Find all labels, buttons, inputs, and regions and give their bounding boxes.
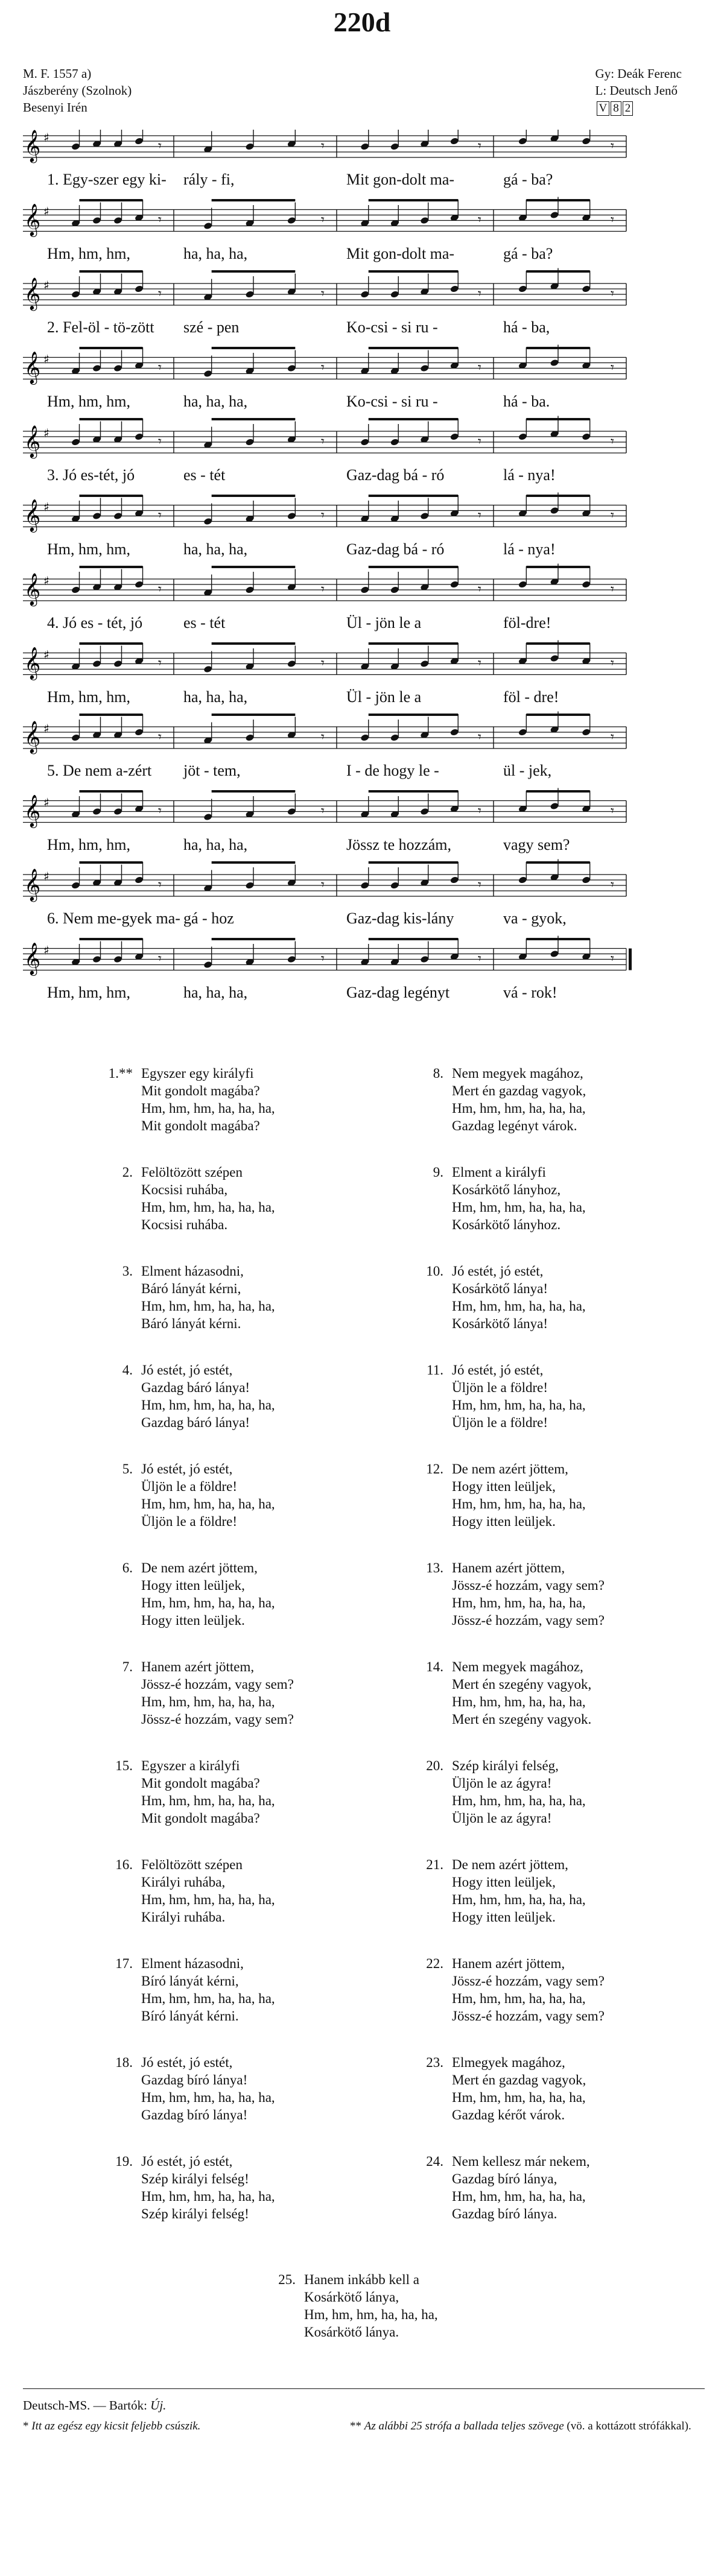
eighth-rest: 𝄾 [478, 360, 481, 376]
stanza-25 [253, 2271, 531, 2361]
eighth-rest: 𝄾 [611, 878, 614, 893]
stanza-line: Egyszer egy királyfi [141, 1066, 254, 1081]
eighth-rest: 𝄾 [321, 582, 325, 597]
stanza-line: Hm, hm, hm, ha, ha, ha, [141, 1595, 275, 1610]
stanza-line: Mert én gazdag vagyok, [452, 2072, 586, 2087]
eighth-rest: 𝄾 [478, 434, 481, 449]
stanza-number: 14. [426, 1659, 443, 1674]
stanza-line: Gazdag bíró lánya! [141, 2072, 248, 2087]
lyric-segment: Gaz-dag bá - ró [346, 466, 445, 484]
stanza-line: Hm, hm, hm, ha, ha, ha, [452, 2189, 586, 2204]
stanza-line: Hm, hm, hm, ha, ha, ha, [141, 1694, 275, 1709]
stanza-line: Nem kellesz már nekem, [452, 2154, 590, 2169]
stanza-line: Mert én gazdag vagyok, [452, 1083, 586, 1098]
stanza-number: 25. [278, 2272, 296, 2287]
eighth-rest: 𝄾 [478, 951, 481, 967]
stanza-column-right [401, 1065, 703, 2241]
stanza-number: 5. [122, 1461, 133, 1476]
stanza-line: Hm, hm, hm, ha, ha, ha, [452, 2090, 586, 2105]
lyric-segment: Ül - jön le a [346, 688, 422, 706]
key-sharp: ♯ [43, 943, 49, 958]
treble-clef: 𝄞 [24, 646, 41, 679]
lyric-segment: Hm, hm, hm, [47, 688, 130, 706]
stanza-line: Hanem azért jöttem, [141, 1659, 255, 1674]
lyric-segment: ha, ha, ha, [183, 835, 248, 853]
lyric-segment: 2. Fel-öl - tö-zött [47, 318, 154, 336]
eighth-rest: 𝄾 [158, 139, 162, 154]
treble-clef: 𝄞 [24, 941, 41, 975]
stanza-line: Királyi ruhába. [141, 1910, 226, 1925]
stanza-line: Üljön le a földre! [141, 1479, 238, 1494]
stanza-number: 2. [122, 1165, 133, 1180]
stanza-line: Üljön le a földre! [452, 1415, 548, 1430]
stanza-line: Jó estét, jó estét, [141, 2055, 233, 2070]
stanza-line: Kocsisi ruhába, [141, 1182, 228, 1197]
stanza-number: 11. [427, 1362, 443, 1378]
stanza-line: Mit gondolt magába? [141, 1118, 260, 1133]
eighth-rest: 𝄾 [158, 508, 162, 524]
eighth-rest: 𝄾 [611, 212, 614, 228]
footnote-mark: ** [350, 2420, 361, 2432]
code-box: 8 [611, 101, 621, 116]
code-box: 2 [623, 101, 634, 116]
stanza-number: 20. [426, 1758, 443, 1773]
footnote-1 [23, 2419, 313, 2434]
treble-clef: 𝄞 [24, 498, 41, 531]
footer-divider [23, 2388, 705, 2389]
stanza-number: 7. [122, 1659, 133, 1674]
eighth-rest: 𝄾 [321, 803, 325, 819]
lyric-segment: há - ba. [503, 392, 550, 410]
eighth-rest: 𝄾 [611, 434, 614, 449]
eighth-rest: 𝄾 [478, 656, 481, 671]
stanza-line: Szép királyi felség, [452, 1758, 559, 1773]
stanza-line: Jössz-é hozzám, vagy sem? [452, 2008, 605, 2024]
lyric-segment: es - tét [183, 466, 226, 484]
stanza-line: Elment a királyfi [452, 1165, 546, 1180]
stanza-number: 3. [122, 1264, 133, 1279]
stanza-line: Hm, hm, hm, ha, ha, ha, [452, 1101, 586, 1116]
stanza-number: 6. [122, 1560, 133, 1575]
eighth-rest: 𝄾 [611, 508, 614, 524]
eighth-rest: 𝄾 [478, 139, 481, 154]
eighth-rest: 𝄾 [611, 139, 614, 154]
treble-clef: 𝄞 [24, 794, 41, 827]
lyric-segment: Hm, hm, hm, [47, 540, 130, 558]
stanza-line: Jössz-é hozzám, vagy sem? [141, 1677, 294, 1692]
stanza-line: Jó estét, jó estét, [141, 1461, 233, 1476]
eighth-rest: 𝄾 [158, 803, 162, 819]
lyric-segment: Hm, hm, hm, [47, 244, 130, 262]
treble-clef: 𝄞 [24, 203, 41, 236]
eighth-rest: 𝄾 [478, 878, 481, 893]
lyric-segment: há - ba, [503, 318, 550, 336]
treble-clef: 𝄞 [24, 425, 41, 457]
eighth-rest: 𝄾 [611, 360, 614, 376]
stanza-line: Gazdag báró lánya! [141, 1380, 250, 1395]
lyric-segment: Ko-csi - si ru - [346, 392, 438, 410]
header-source-info [23, 65, 132, 116]
treble-clef: 𝄞 [24, 868, 41, 900]
lyric-segment: 4. Jó es - tét, jó [47, 614, 143, 631]
stanza-number: 8. [433, 1066, 443, 1081]
stanza-number: 1.** [108, 1066, 133, 1081]
stanza-line: Hm, hm, hm, ha, ha, ha, [141, 2189, 275, 2204]
stanza-line: Mit gondolt magába? [141, 1776, 260, 1791]
lyric-segment: Hm, hm, hm, [47, 983, 130, 1001]
collector: Gy: Deák Ferenc [595, 66, 682, 81]
lyric-segment: I - de hogy le - [346, 762, 439, 779]
stanza-line: De nem azért jöttem, [141, 1560, 258, 1575]
stanza-line: Jössz-é hozzám, vagy sem? [452, 1613, 605, 1628]
stanza-line: Jó estét, jó estét, [141, 1362, 233, 1378]
key-sharp: ♯ [43, 499, 49, 514]
stanza-column-left [91, 1065, 374, 2241]
stanza-line: Hm, hm, hm, ha, ha, ha, [141, 1200, 275, 1215]
eighth-rest: 𝄾 [321, 212, 325, 228]
eighth-rest: 𝄾 [158, 878, 162, 893]
eighth-rest: 𝄾 [478, 508, 481, 524]
key-sharp: ♯ [43, 130, 49, 145]
lyric-segment: föl-dre! [503, 614, 551, 631]
stanza-number: 19. [115, 2154, 133, 2169]
treble-clef: 𝄞 [24, 572, 41, 605]
stanza-line: Hanem inkább kell a [304, 2272, 419, 2287]
lyric-segment: rály - fi, [183, 171, 235, 188]
stanza-line: Hm, hm, hm, ha, ha, ha, [452, 1299, 586, 1314]
source-ref: Új. [150, 2398, 167, 2413]
lyric-segment: lá - nya! [503, 466, 556, 484]
footnote-2 [350, 2419, 706, 2434]
lyric-segment: ha, ha, ha, [183, 392, 248, 410]
lyric-segment: Hm, hm, hm, [47, 835, 130, 853]
source-text: Deutsch-MS. — Bartók: [23, 2398, 147, 2413]
lyric-segment: Mit gon-dolt ma- [346, 244, 455, 262]
key-sharp: ♯ [43, 795, 49, 810]
eighth-rest: 𝄾 [611, 656, 614, 671]
lyric-segment: 3. Jó es-tét, jó [47, 466, 135, 484]
eighth-rest: 𝄾 [158, 360, 162, 376]
stanza-line: Hm, hm, hm, ha, ha, ha, [141, 1793, 275, 1808]
key-sharp: ♯ [43, 278, 49, 293]
music-score [23, 130, 705, 1016]
stanza-line: Hm, hm, hm, ha, ha, ha, [141, 2090, 275, 2105]
stanza-line: Kocsisi ruhába. [141, 1217, 228, 1232]
stanza-number: 21. [426, 1857, 443, 1872]
stanza-number: 12. [426, 1461, 443, 1476]
stanza-number: 10. [426, 1264, 443, 1279]
footnote-mark: * [23, 2420, 29, 2432]
stanza-line: Elment házasodni, [141, 1956, 244, 1971]
stanza-line: Hogy itten leüljek, [452, 1479, 556, 1494]
stanza-line: Hm, hm, hm, ha, ha, ha, [141, 1892, 275, 1907]
key-sharp: ♯ [43, 204, 49, 219]
stanza-line: Egyszer a királyfi [141, 1758, 240, 1773]
stanza-line: Jó estét, jó estét, [452, 1264, 544, 1279]
stanza-line: Jó estét, jó estét, [452, 1362, 544, 1378]
eighth-rest: 𝄾 [321, 951, 325, 967]
key-sharp: ♯ [43, 869, 49, 884]
header-credits [595, 65, 682, 116]
stanza-line: De nem azért jöttem, [452, 1461, 568, 1476]
stanza-line: Hm, hm, hm, ha, ha, ha, [304, 2307, 438, 2322]
lyric-segment: vá - rok! [503, 983, 557, 1001]
lyric-segment: lá - nya! [503, 540, 556, 558]
stanza-number: 13. [426, 1560, 443, 1575]
footnote-text: Az alábbi 25 strófa a ballada teljes szövege [364, 2420, 564, 2432]
footnote-tail: (vö. a kottázott strófákkal). [567, 2420, 691, 2432]
eighth-rest: 𝄾 [611, 951, 614, 967]
stanza-line: Hogy itten leüljek. [141, 1613, 245, 1628]
eighth-rest: 𝄾 [478, 582, 481, 597]
eighth-rest: 𝄾 [321, 730, 325, 745]
eighth-rest: 𝄾 [611, 803, 614, 819]
stanza-line: Hogy itten leüljek. [452, 1514, 556, 1529]
stanza-line: Gazdag kérőt várok. [452, 2107, 565, 2122]
lyric-segment: gá - ba? [503, 171, 553, 188]
lyric-segment: ha, ha, ha, [183, 688, 248, 706]
stanza-line: Bíró lányát kérni. [141, 2008, 239, 2024]
stanza-line: Mit gondolt magába? [141, 1811, 260, 1826]
stanza-line: Gazdag bíró lánya! [141, 2107, 248, 2122]
lyric-segment: 1. Egy-szer egy ki- [47, 171, 167, 188]
stanza-line: Üljön le a földre! [141, 1514, 238, 1529]
eighth-rest: 𝄾 [321, 508, 325, 524]
stanza-line: Jó estét, jó estét, [141, 2154, 233, 2169]
singer: Besenyi Irén [23, 100, 87, 115]
eighth-rest: 𝄾 [158, 286, 162, 302]
stanza-number: 24. [426, 2154, 443, 2169]
stanza-line: Hm, hm, hm, ha, ha, ha, [452, 1496, 586, 1511]
lyric-segment: szé - pen [183, 318, 240, 336]
stanza-line: Üljön le az ágyra! [452, 1811, 552, 1826]
key-sharp: ♯ [43, 574, 49, 588]
score-staves [23, 130, 705, 1016]
treble-clef: 𝄞 [24, 720, 41, 753]
stanza-line: Kosárkötő lánya! [452, 1316, 548, 1331]
stanza-line: Báró lányát kérni, [141, 1281, 241, 1296]
stanza-line: Jössz-é hozzám, vagy sem? [141, 1712, 294, 1727]
lyric-segment: ha, ha, ha, [183, 983, 248, 1001]
stanza-number: 17. [115, 1956, 133, 1971]
eighth-rest: 𝄾 [158, 434, 162, 449]
lyric-segment: föl - dre! [503, 688, 559, 706]
stanza-line: Nem megyek magához, [452, 1066, 583, 1081]
lyric-segment: Gaz-dag bá - ró [346, 540, 445, 558]
eighth-rest: 𝄾 [321, 286, 325, 302]
stanza-line: Kosárkötő lánya. [304, 2324, 399, 2340]
lyric-segment: jöt - tem, [183, 762, 241, 779]
stanza-line: De nem azért jöttem, [452, 1857, 568, 1872]
stanza-line: Szép királyi felség! [141, 2206, 249, 2221]
lyric-segment: es - tét [183, 614, 226, 631]
stanza-line: Mert én szegény vagyok. [452, 1712, 592, 1727]
stanza-line: Hogy itten leüljek, [452, 1875, 556, 1890]
archive-id: M. F. 1557 a) [23, 66, 92, 81]
stanza-line: Kosárkötő lányhoz, [452, 1182, 561, 1197]
stanza-number: 22. [426, 1956, 443, 1971]
eighth-rest: 𝄾 [478, 803, 481, 819]
lyric-segment: Mit gon-dolt ma- [346, 171, 455, 188]
stanza-number: 9. [433, 1165, 443, 1180]
treble-clef: 𝄞 [24, 277, 41, 309]
stanza-number: 16. [115, 1857, 133, 1872]
eighth-rest: 𝄾 [321, 360, 325, 376]
treble-clef: 𝄞 [24, 350, 41, 384]
stanza-line: Hm, hm, hm, ha, ha, ha, [141, 1991, 275, 2006]
lyric-segment: ha, ha, ha, [183, 540, 248, 558]
eighth-rest: 𝄾 [478, 212, 481, 228]
stanza-line: Mit gondolt magába? [141, 1083, 260, 1098]
eighth-rest: 𝄾 [158, 582, 162, 597]
code-box: V [597, 101, 610, 116]
lyric-segment: Gaz-dag kis-lány [346, 910, 454, 927]
place: Jászberény (Szolnok) [23, 83, 132, 98]
classification-codes [595, 99, 682, 116]
key-sharp: ♯ [43, 426, 49, 440]
stanza-line: Nem megyek magához, [452, 1659, 583, 1674]
lyric-segment: Ül - jön le a [346, 614, 422, 631]
eighth-rest: 𝄾 [321, 434, 325, 449]
stanza-line: Hm, hm, hm, ha, ha, ha, [452, 1793, 586, 1808]
stanza-line: Hm, hm, hm, ha, ha, ha, [141, 1397, 275, 1413]
eighth-rest: 𝄾 [158, 951, 162, 967]
eighth-rest: 𝄾 [478, 730, 481, 745]
stanza-line: Bíró lányát kérni, [141, 1973, 239, 1989]
treble-clef: 𝄞 [24, 130, 41, 162]
lyric-segment: gá - hoz [183, 910, 234, 927]
notator: L: Deutsch Jenő [595, 83, 678, 98]
stanza-line: Gazdag legényt várok. [452, 1118, 577, 1133]
tune-number: 220d [333, 7, 391, 37]
stanza-line: Mert én szegény vagyok, [452, 1677, 592, 1692]
stanza-line: Gazdag bíró lánya. [452, 2206, 557, 2221]
lyric-segment: Gaz-dag legényt [346, 983, 450, 1001]
key-sharp: ♯ [43, 352, 49, 367]
lyric-segment: Hm, hm, hm, [47, 392, 130, 410]
eighth-rest: 𝄾 [321, 139, 325, 154]
eighth-rest: 𝄾 [158, 730, 162, 745]
stanza-line: Hm, hm, hm, ha, ha, ha, [452, 1595, 586, 1610]
final-barline [629, 949, 632, 970]
eighth-rest: 𝄾 [611, 582, 614, 597]
stanza-line: Hanem azért jöttem, [452, 1560, 565, 1575]
lyric-segment: vagy sem? [503, 835, 570, 853]
stanza-line: Szép királyi felség! [141, 2171, 249, 2186]
stanza-line: Felöltözött szépen [141, 1165, 243, 1180]
stanza-line: Hanem azért jöttem, [452, 1956, 565, 1971]
key-sharp: ♯ [43, 647, 49, 662]
stanza-line: Kosárkötő lánya! [452, 1281, 548, 1296]
lyric-segment: ül - jek, [503, 762, 552, 779]
lyric-segment: 5. De nem a-zért [47, 762, 152, 779]
stanza-line: Hogy itten leüljek. [452, 1910, 556, 1925]
stanza-line: Gazdag bíró lánya, [452, 2171, 557, 2186]
stanza-line: Hogy itten leüljek, [141, 1578, 245, 1593]
stanza-line: Báró lányát kérni. [141, 1316, 241, 1331]
stanza-line: Elment házasodni, [141, 1264, 244, 1279]
eighth-rest: 𝄾 [611, 730, 614, 745]
eighth-rest: 𝄾 [158, 656, 162, 671]
stanza-line: Üljön le a földre! [452, 1380, 548, 1395]
lyric-segment: 6. Nem me-gyek ma- [47, 910, 180, 927]
stanza-line: Kosárkötő lánya, [304, 2290, 399, 2305]
stanza-line: Hm, hm, hm, ha, ha, ha, [452, 1892, 586, 1907]
stanza-line: Hm, hm, hm, ha, ha, ha, [452, 1397, 586, 1413]
eighth-rest: 𝄾 [321, 878, 325, 893]
lyric-segment: Ko-csi - si ru - [346, 318, 438, 336]
eighth-rest: 𝄾 [321, 656, 325, 671]
footnote-text: Itt az egész egy kicsit feljebb csúszik. [31, 2420, 201, 2432]
stanza-line: Üljön le az ágyra! [452, 1776, 552, 1791]
stanza-line: Hm, hm, hm, ha, ha, ha, [452, 1991, 586, 2006]
stanza-line: Hm, hm, hm, ha, ha, ha, [141, 1299, 275, 1314]
eighth-rest: 𝄾 [478, 286, 481, 302]
stanza-line: Elmegyek magához, [452, 2055, 565, 2070]
lyric-segment: ha, ha, ha, [183, 244, 248, 262]
stanza-number: 18. [115, 2055, 133, 2070]
stanza-line: Jössz-é hozzám, vagy sem? [452, 1973, 605, 1989]
stanza-line: Felöltözött szépen [141, 1857, 243, 1872]
stanza-line: Királyi ruhába, [141, 1875, 226, 1890]
stanza-line: Jössz-é hozzám, vagy sem? [452, 1578, 605, 1593]
stanza-line: Hm, hm, hm, ha, ha, ha, [452, 1694, 586, 1709]
lyric-segment: va - gyok, [503, 910, 567, 927]
key-sharp: ♯ [43, 721, 49, 736]
stanza-number: 15. [115, 1758, 133, 1773]
lyric-segment: gá - ba? [503, 244, 553, 262]
stanza-line: Hm, hm, hm, ha, ha, ha, [141, 1101, 275, 1116]
source-line [23, 2398, 166, 2413]
stanza-line: Kosárkötő lányhoz. [452, 1217, 561, 1232]
stanza-line: Gazdag báró lánya! [141, 1415, 250, 1430]
eighth-rest: 𝄾 [158, 212, 162, 228]
lyric-segment: Jössz te hozzám, [346, 835, 452, 853]
stanza-line: Hm, hm, hm, ha, ha, ha, [452, 1200, 586, 1215]
stanza-number: 4. [122, 1362, 133, 1378]
stanza-line: Hm, hm, hm, ha, ha, ha, [141, 1496, 275, 1511]
eighth-rest: 𝄾 [611, 286, 614, 302]
stanza-number: 23. [426, 2055, 443, 2070]
